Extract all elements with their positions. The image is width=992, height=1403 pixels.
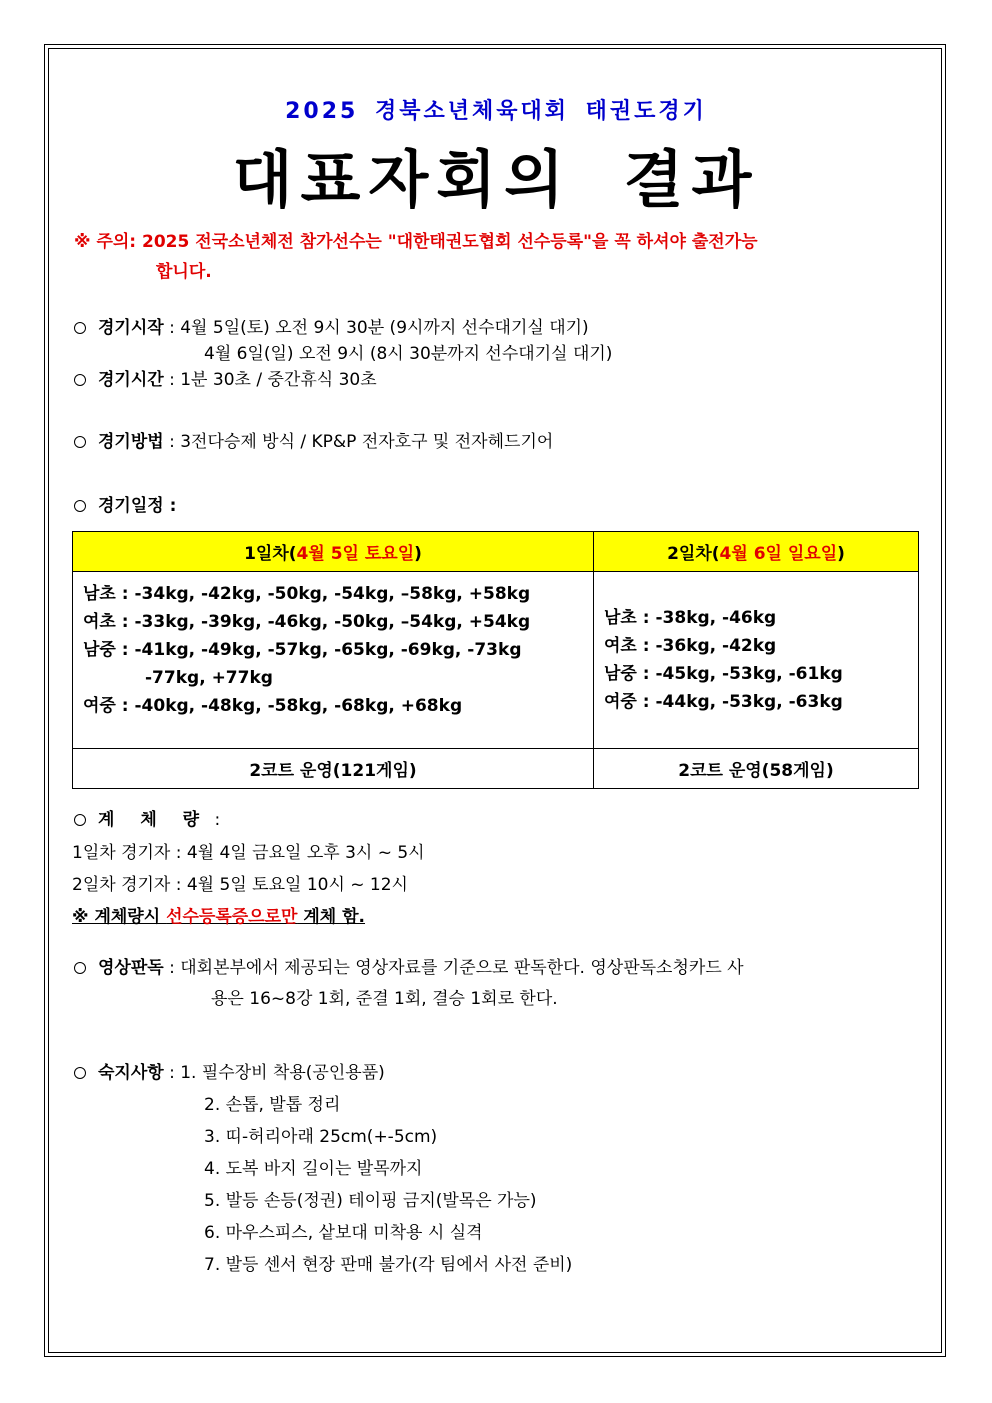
list-item: 남중 : -45kg, -53kg, -61kg bbox=[604, 664, 843, 684]
video-review-row bbox=[74, 955, 744, 981]
game-start-row bbox=[74, 315, 589, 341]
game-start-label: 경기시작 bbox=[98, 318, 164, 338]
weigh-in-note: ※ 계체량시 선수등록증으로만 계체 함. bbox=[72, 907, 366, 927]
list-item: -77kg, +77kg bbox=[145, 668, 273, 688]
day1-header: 1일차(4월 5일 토요일) bbox=[73, 532, 594, 572]
game-time-row bbox=[74, 367, 377, 393]
circle-bullet-icon bbox=[74, 436, 86, 448]
day1-weight-classes bbox=[73, 572, 594, 749]
notice-line1: ※ 주의: 2025 전국소년체전 참가선수는 "대한태권도협회 선수등록"을 꼭 하셔야 출전가능 bbox=[74, 232, 758, 252]
rules-item-3: 3. 띠-허리아래 25cm(+-5cm) bbox=[204, 1127, 438, 1147]
list-item: 여중 : -40kg, -48kg, -58kg, -68kg, +68kg bbox=[83, 696, 463, 716]
game-start-line1: : 4월 5일(토) 오전 9시 30분 (9시까지 선수대기실 대기) bbox=[169, 318, 589, 338]
weigh-in-colon: : bbox=[214, 810, 221, 830]
video-review-line2: 용은 16~8강 1회, 준결 1회, 결승 1회로 한다. bbox=[211, 989, 558, 1009]
document-subtitle: 2025 경북소년체육대회 태권도경기 bbox=[285, 99, 707, 124]
rules-item-4: 4. 도복 바지 길이는 발목까지 bbox=[204, 1159, 423, 1179]
circle-bullet-icon bbox=[74, 1067, 86, 1079]
circle-bullet-icon bbox=[74, 500, 86, 512]
weigh-in-day2: 2일차 경기자 : 4월 5일 토요일 10시 ~ 12시 bbox=[72, 875, 408, 895]
rules-item-2: 2. 손톱, 발톱 정리 bbox=[204, 1095, 341, 1115]
circle-bullet-icon bbox=[74, 962, 86, 974]
rules-item-7: 7. 발등 센서 현장 판매 불가(각 팀에서 사전 준비) bbox=[204, 1255, 573, 1275]
rules-item-1: : 1. 필수장비 착용(공인용품) bbox=[169, 1063, 385, 1083]
video-review-line1: : 대회본부에서 제공되는 영상자료를 기준으로 판독한다. 영상판독소청카드 사 bbox=[169, 958, 744, 978]
notice bbox=[74, 227, 924, 287]
list-item: 여초 : -36kg, -42kg bbox=[604, 636, 777, 656]
day2-footer: 2코트 운영(58게임) bbox=[594, 749, 919, 789]
rules-item-6: 6. 마우스피스, 샅보대 미착용 시 실격 bbox=[204, 1223, 483, 1243]
weigh-in-label: 계 체 량 bbox=[98, 810, 210, 830]
schedule-table bbox=[72, 531, 919, 789]
day2-header: 2일차(4월 6일 일요일) bbox=[594, 532, 919, 572]
list-item: 여초 : -33kg, -39kg, -46kg, -50kg, –54kg, +54kg bbox=[83, 612, 531, 632]
list-item: 남초 : -34kg, -42kg, -50kg, -54kg, –58kg, +58kg bbox=[83, 584, 531, 604]
game-method-label: 경기방법 bbox=[98, 432, 164, 452]
list-item: 남초 : -38kg, -46kg bbox=[604, 608, 777, 628]
list-item: 남중 : -41kg, -49kg, -57kg, -65kg, -69kg, -73kg bbox=[83, 640, 522, 660]
circle-bullet-icon bbox=[74, 814, 86, 826]
schedule-row bbox=[74, 493, 176, 519]
rules-row bbox=[74, 1057, 385, 1089]
game-method-row bbox=[74, 429, 553, 455]
game-time-label: 경기시간 bbox=[98, 370, 164, 390]
game-start-line2: 4월 6일(일) 오전 9시 (8시 30분까지 선수대기실 대기) bbox=[204, 344, 613, 364]
rules-item-5: 5. 발등 손등(정권) 테이핑 금지(발목은 가능) bbox=[204, 1191, 537, 1211]
video-review-label: 영상판독 bbox=[98, 958, 164, 978]
game-method-value: : 3전다승제 방식 / KP&P 전자호구 및 전자헤드기어 bbox=[169, 432, 554, 452]
notice-line2: 합니다. bbox=[156, 262, 212, 282]
weigh-in-day1: 1일차 경기자 : 4월 4일 금요일 오후 3시 ~ 5시 bbox=[72, 843, 425, 863]
rules-label: 숙지사항 bbox=[98, 1063, 164, 1083]
day1-footer: 2코트 운영(121게임) bbox=[73, 749, 594, 789]
day2-weight-classes bbox=[594, 572, 919, 749]
document-title: 대표자회의 결과 bbox=[232, 143, 760, 216]
schedule-label: 경기일정 : bbox=[98, 496, 177, 516]
list-item: 여중 : -44kg, -53kg, -63kg bbox=[604, 692, 843, 712]
game-time-value: : 1분 30초 / 중간휴식 30초 bbox=[169, 370, 377, 390]
circle-bullet-icon bbox=[74, 322, 86, 334]
circle-bullet-icon bbox=[74, 374, 86, 386]
weigh-in-row bbox=[74, 807, 220, 833]
